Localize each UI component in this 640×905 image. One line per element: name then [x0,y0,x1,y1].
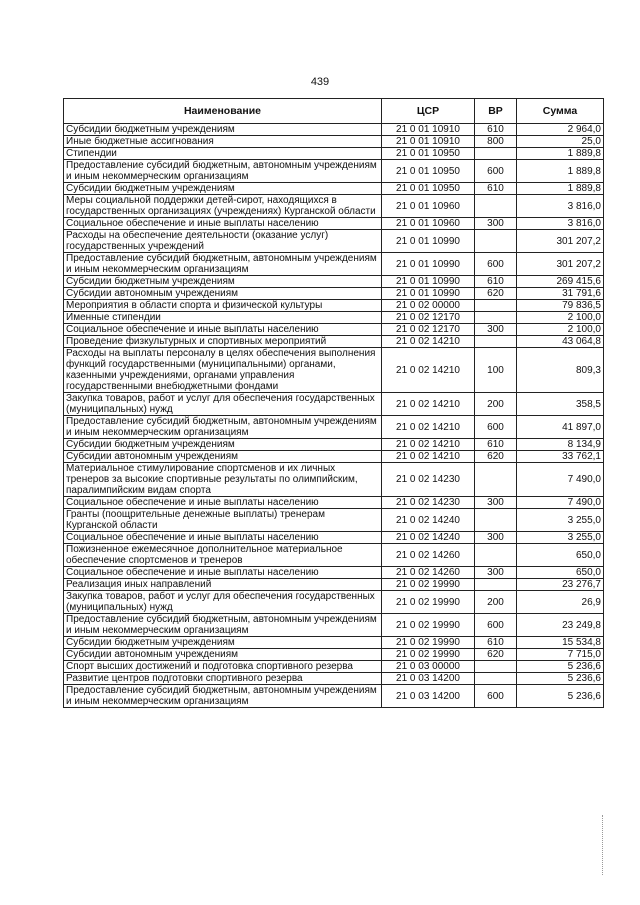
cell-name: Иные бюджетные ассигнования [64,136,382,148]
cell-csr: 21 0 01 10910 [382,124,475,136]
table-row [64,579,604,591]
cell-vr [475,544,517,567]
cell-csr: 21 0 02 14230 [382,497,475,509]
cell-sum: 5 236,6 [517,685,604,708]
cell-csr: 21 0 03 00000 [382,661,475,673]
cell-name: Субсидии бюджетным учреждениям [64,276,382,288]
cell-sum: 650,0 [517,544,604,567]
cell-csr: 21 0 01 10990 [382,253,475,276]
cell-csr: 21 0 01 10960 [382,218,475,230]
cell-vr [475,230,517,253]
cell-csr: 21 0 01 10990 [382,230,475,253]
cell-name: Реализация иных направлений [64,579,382,591]
table-row [64,685,604,708]
cell-name: Социальное обеспечение и иные выплаты населению [64,532,382,544]
cell-csr: 21 0 02 14210 [382,439,475,451]
column-header-vr: ВР [475,99,517,124]
column-header-sum: Сумма [517,99,604,124]
cell-name: Предоставление субсидий бюджетным, автономным учреждениям и иным некоммерческим организациям [64,614,382,637]
cell-vr [475,300,517,312]
table-row [64,148,604,160]
cell-name: Социальное обеспечение и иные выплаты населению [64,324,382,336]
table-row [64,532,604,544]
cell-sum: 2 964,0 [517,124,604,136]
cell-name: Социальное обеспечение и иные выплаты населению [64,567,382,579]
cell-csr: 21 0 01 10990 [382,276,475,288]
table-row [64,124,604,136]
table-row [64,637,604,649]
cell-vr: 600 [475,160,517,183]
table-row [64,649,604,661]
table-row [64,567,604,579]
cell-sum: 7 490,0 [517,463,604,497]
cell-sum: 25,0 [517,136,604,148]
cell-sum: 2 100,0 [517,324,604,336]
cell-csr: 21 0 01 10950 [382,148,475,160]
cell-vr: 200 [475,393,517,416]
cell-vr: 300 [475,497,517,509]
table-row [64,416,604,439]
cell-vr: 620 [475,649,517,661]
cell-vr: 610 [475,183,517,195]
cell-csr: 21 0 02 14240 [382,509,475,532]
cell-sum: 3 255,0 [517,509,604,532]
cell-sum: 269 415,6 [517,276,604,288]
cell-vr: 610 [475,276,517,288]
cell-name: Социальное обеспечение и иные выплаты населению [64,497,382,509]
cell-vr: 800 [475,136,517,148]
cell-vr: 300 [475,532,517,544]
cell-sum: 23 276,7 [517,579,604,591]
cell-csr: 21 0 02 14210 [382,336,475,348]
cell-csr: 21 0 01 10990 [382,288,475,300]
cell-csr: 21 0 02 14260 [382,544,475,567]
cell-sum: 1 889,8 [517,183,604,195]
cell-name: Субсидии автономным учреждениям [64,451,382,463]
cell-csr: 21 0 03 14200 [382,685,475,708]
cell-csr: 21 0 02 14260 [382,567,475,579]
table-row [64,195,604,218]
table-row [64,673,604,685]
scan-margin-mark [602,815,604,875]
cell-sum: 650,0 [517,567,604,579]
table-row [64,544,604,567]
budget-table [63,98,604,708]
table-row [64,136,604,148]
table-row [64,497,604,509]
cell-csr: 21 0 02 00000 [382,300,475,312]
cell-vr: 620 [475,451,517,463]
table-row [64,230,604,253]
table-row [64,591,604,614]
cell-sum: 15 534,8 [517,637,604,649]
cell-name: Спорт высших достижений и подготовка спортивного резерва [64,661,382,673]
cell-name: Социальное обеспечение и иные выплаты населению [64,218,382,230]
cell-csr: 21 0 02 14210 [382,451,475,463]
table-row [64,183,604,195]
cell-name: Гранты (поощрительные денежные выплаты) тренерам Курганской области [64,509,382,532]
cell-name: Субсидии бюджетным учреждениям [64,637,382,649]
cell-vr: 600 [475,253,517,276]
cell-sum: 5 236,6 [517,661,604,673]
cell-vr: 600 [475,614,517,637]
table-row [64,661,604,673]
cell-csr: 21 0 02 19990 [382,637,475,649]
cell-sum: 2 100,0 [517,312,604,324]
table-row [64,393,604,416]
table-row [64,218,604,230]
cell-sum: 358,5 [517,393,604,416]
table-header-row [64,99,604,124]
cell-sum: 43 064,8 [517,336,604,348]
cell-name: Предоставление субсидий бюджетным, автономным учреждениям и иным некоммерческим организациям [64,685,382,708]
cell-name: Меры социальной поддержки детей-сирот, находящихся в государственных организациях (учреждениях) Курганской области [64,195,382,218]
cell-name: Расходы на обеспечение деятельности (оказание услуг) государственных учреждений [64,230,382,253]
cell-sum: 3 255,0 [517,532,604,544]
table-row [64,451,604,463]
cell-csr: 21 0 03 14200 [382,673,475,685]
cell-sum: 301 207,2 [517,253,604,276]
cell-csr: 21 0 02 19990 [382,579,475,591]
cell-vr: 610 [475,124,517,136]
cell-csr: 21 0 02 14210 [382,348,475,393]
cell-csr: 21 0 01 10960 [382,195,475,218]
cell-csr: 21 0 02 14210 [382,393,475,416]
column-header-csr: ЦСР [382,99,475,124]
cell-csr: 21 0 02 19990 [382,591,475,614]
cell-name: Стипендии [64,148,382,160]
cell-csr: 21 0 02 19990 [382,649,475,661]
cell-sum: 7 715,0 [517,649,604,661]
cell-vr [475,148,517,160]
cell-name: Субсидии бюджетным учреждениям [64,124,382,136]
cell-csr: 21 0 01 10950 [382,183,475,195]
cell-sum: 1 889,8 [517,148,604,160]
cell-vr: 300 [475,567,517,579]
cell-sum: 79 836,5 [517,300,604,312]
table-row [64,324,604,336]
cell-vr: 100 [475,348,517,393]
cell-name: Мероприятия в области спорта и физической культуры [64,300,382,312]
cell-vr [475,661,517,673]
cell-name: Субсидии бюджетным учреждениям [64,183,382,195]
cell-sum: 809,3 [517,348,604,393]
table-row [64,276,604,288]
cell-sum: 41 897,0 [517,416,604,439]
cell-sum: 3 816,0 [517,195,604,218]
cell-csr: 21 0 02 19990 [382,614,475,637]
cell-vr: 610 [475,637,517,649]
page-number: 439 [310,76,330,88]
cell-name: Закупка товаров, работ и услуг для обеспечения государственных (муниципальных) нужд [64,591,382,614]
cell-name: Проведение физкультурных и спортивных мероприятий [64,336,382,348]
table-row [64,288,604,300]
cell-csr: 21 0 02 12170 [382,312,475,324]
cell-vr [475,336,517,348]
table-row [64,348,604,393]
cell-sum: 26,9 [517,591,604,614]
cell-vr [475,579,517,591]
table-row [64,160,604,183]
cell-sum: 31 791,6 [517,288,604,300]
table-row [64,439,604,451]
cell-name: Субсидии бюджетным учреждениям [64,439,382,451]
cell-name: Материальное стимулирование спортсменов и их личных тренеров за высокие спортивные результаты по олимпийским, паралимпийским видам спорта [64,463,382,497]
table-row [64,509,604,532]
cell-name: Развитие центров подготовки спортивного резерва [64,673,382,685]
cell-sum: 301 207,2 [517,230,604,253]
table-row [64,336,604,348]
cell-vr: 600 [475,685,517,708]
cell-sum: 8 134,9 [517,439,604,451]
cell-sum: 5 236,6 [517,673,604,685]
cell-csr: 21 0 01 10950 [382,160,475,183]
cell-name: Предоставление субсидий бюджетным, автономным учреждениям и иным некоммерческим организациям [64,253,382,276]
cell-csr: 21 0 02 14210 [382,416,475,439]
cell-csr: 21 0 01 10910 [382,136,475,148]
cell-vr: 200 [475,591,517,614]
cell-name: Закупка товаров, работ и услуг для обеспечения государственных (муниципальных) нужд [64,393,382,416]
cell-csr: 21 0 02 12170 [382,324,475,336]
cell-vr [475,195,517,218]
cell-sum: 7 490,0 [517,497,604,509]
cell-name: Пожизненное ежемесячное дополнительное материальное обеспечение спортсменов и тренеров [64,544,382,567]
cell-vr [475,673,517,685]
cell-vr [475,312,517,324]
cell-sum: 3 816,0 [517,218,604,230]
cell-sum: 23 249,8 [517,614,604,637]
cell-csr: 21 0 02 14240 [382,532,475,544]
cell-sum: 1 889,8 [517,160,604,183]
cell-vr: 610 [475,439,517,451]
cell-vr [475,509,517,532]
cell-vr: 600 [475,416,517,439]
cell-name: Предоставление субсидий бюджетным, автономным учреждениям и иным некоммерческим организациям [64,416,382,439]
cell-vr: 300 [475,324,517,336]
cell-name: Именные стипендии [64,312,382,324]
column-header-name: Наименование [64,99,382,124]
cell-name: Субсидии автономным учреждениям [64,649,382,661]
cell-name: Предоставление субсидий бюджетным, автономным учреждениям и иным некоммерческим организациям [64,160,382,183]
cell-sum: 33 762,1 [517,451,604,463]
table-row [64,253,604,276]
table-row [64,463,604,497]
cell-vr: 300 [475,218,517,230]
table-row [64,300,604,312]
cell-vr: 620 [475,288,517,300]
cell-csr: 21 0 02 14230 [382,463,475,497]
cell-vr [475,463,517,497]
cell-name: Субсидии автономным учреждениям [64,288,382,300]
table-row [64,312,604,324]
table-row [64,614,604,637]
cell-name: Расходы на выплаты персоналу в целях обеспечения выполнения функций государственными (муниципальными) органами, казенными учреждениями, органами управления государственными внебюджетными фондами [64,348,382,393]
